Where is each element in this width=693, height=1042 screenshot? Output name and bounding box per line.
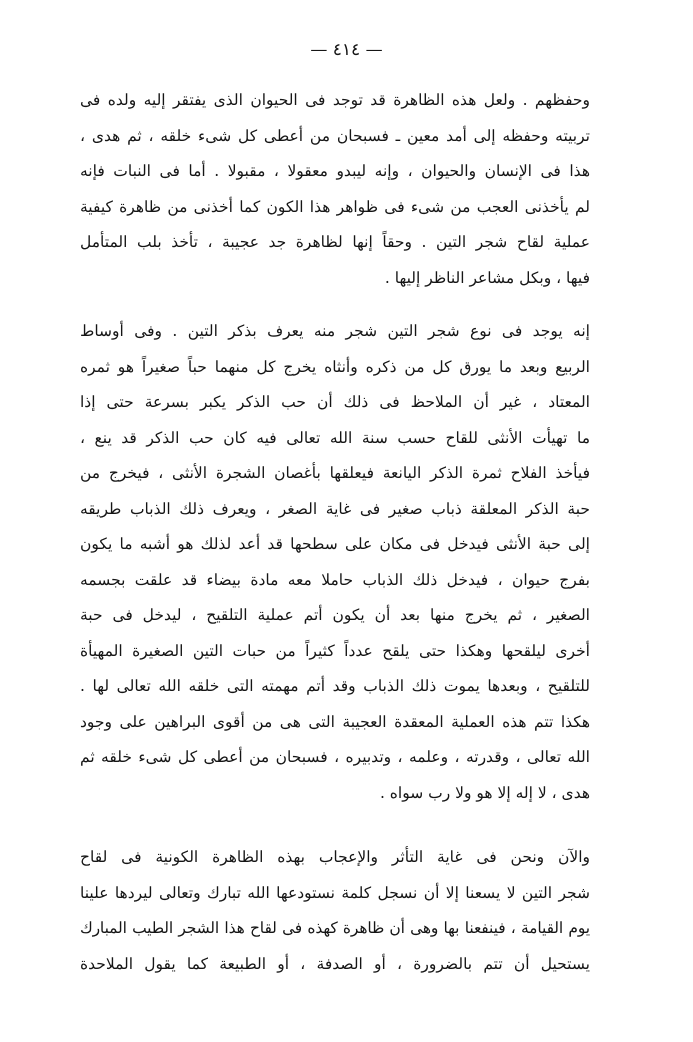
text-line: يستحيل أن تتم بالضرورة ، أو الصدفة ، أو الطبيعة كما يقول الملاحدة — [80, 954, 590, 973]
text-line: ما تهيأت الأنثى للقاح حسب سنة الله تعالى فيه كان حب الذكر قد ينع ، — [80, 428, 590, 447]
text-line: بفرج حيوان ، فيدخل ذلك الذباب حاملا معه مادة بيضاء قد علقت بجسمه — [80, 570, 590, 589]
page-number: — ٤١٤ — — [310, 40, 383, 60]
paragraph-1 — [80, 83, 590, 296]
text-line: الربيع وبعد ما يورق كل من ذكره وأنثاه يخرج كل منهما حباً صغيراً هو ثمره — [80, 357, 590, 376]
text-line: شجر التين لا يسعنا إلا أن نسجل كلمة نستودعها الله تبارك وتعالى ليردها علينا — [80, 883, 590, 902]
text-line: فيأخذ الفلاح ثمرة الذكر اليانعة فيعلقها بأغصان الشجرة الأنثى ، فيخرج من — [80, 464, 590, 482]
text-line: الله تعالى ، وقدرته ، وعلمه ، وتدبيره ، فسبحان من أعطى كل شىء خلقه ثم — [80, 748, 590, 766]
text-line: إلى حبة الأنثى فيدخل فى مكان على سطحها قد أعد لذلك هو أشبه ما يكون — [80, 535, 590, 553]
text-line: أخرى ليلقحها وهكذا حتى يلقح عدداً كثيراً من حبات التين الصغيرة المهيأة — [80, 641, 590, 660]
text-line: للتلقيح ، وبعدها يموت ذلك الذباب وقد أتم مهمته التى خلقه الله تعالى لها . — [80, 677, 590, 695]
text-line: هكذا تتم هذه العملية المعقدة العجيبة التى هى من أقوى البراهين على وجود — [80, 712, 590, 731]
text-line: حبة الذكر المعلقة ذباب صغير فى غاية الصغر ، ويعرف ذلك الذباب طريقه — [80, 499, 590, 518]
paragraph-2 — [80, 314, 590, 811]
text-line: الصغير ، ثم يخرج منها بعد أن يكون أتم عملية التلقيح ، ليدخل فى حبة — [80, 606, 590, 624]
text-line: تربيته وحفظه إلى أمد معين ـ فسبحان من أعطى كل شىء خلقه ، ثم هدى ، — [80, 126, 590, 145]
text-line: فيها ، وبكل مشاعر الناظر إليها . — [384, 268, 590, 287]
text-line: عملية لقاح شجر التين . وحقاً إنها لظاهرة جد عجيبة ، تأخذ بلب المتأمل — [80, 233, 590, 251]
text-line: لم يأخذنى العجب من شىء فى ظواهر هذا الكون كما أخذنى من ظاهرة كيفية — [80, 197, 590, 216]
text-line: والآن ونحن فى غاية التأثر والإعجاب بهذه الظاهرة الكونية فى لقاح — [80, 848, 590, 866]
text-line: إنه يوجد فى نوع شجر التين شجر منه يعرف بذكر التين . وفى أوساط — [80, 322, 590, 340]
text-line: وحفظهم . ولعل هذه الظاهرة قد توجد فى الحيوان الذى يفتقر إليه ولده فى — [80, 91, 590, 109]
text-line: المعتاد ، غير أن الملاحظ فى ذلك أن حب الذكر يكبر بسرعة حتى إذا — [80, 393, 590, 411]
paragraph-3 — [80, 840, 590, 982]
text-line: هذا فى الإنسان والحيوان ، وإنه ليبدو معقولا ، مقبولا . أما فى النبات فإنه — [80, 162, 590, 180]
text-line: هدى ، لا إله إلا هو ولا رب سواه . — [379, 783, 590, 802]
text-line: يوم القيامة ، فينفعنا بها وهى أن ظاهرة كهذه فى لقاح هذا الشجر الطيب المبارك — [80, 919, 590, 937]
